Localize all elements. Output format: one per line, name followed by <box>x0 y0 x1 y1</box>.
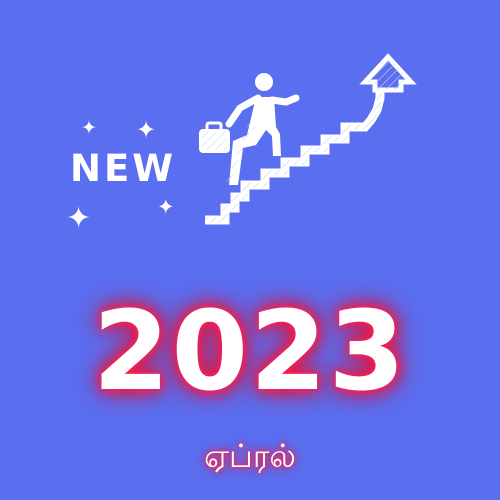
man-climbing-stairs-icon <box>195 50 420 230</box>
month-label: ஏப்ரல் <box>204 437 296 475</box>
year-heading: 2023 <box>92 287 408 415</box>
sparkle-icon: ✦ <box>157 195 175 219</box>
new-label: NEW <box>70 147 177 190</box>
sparkle-icon: ✦ <box>81 117 97 139</box>
sparkle-icon: ✦ <box>136 116 157 144</box>
sparkle-icon: ✦ <box>66 201 92 236</box>
briefcase-icon <box>200 123 229 152</box>
